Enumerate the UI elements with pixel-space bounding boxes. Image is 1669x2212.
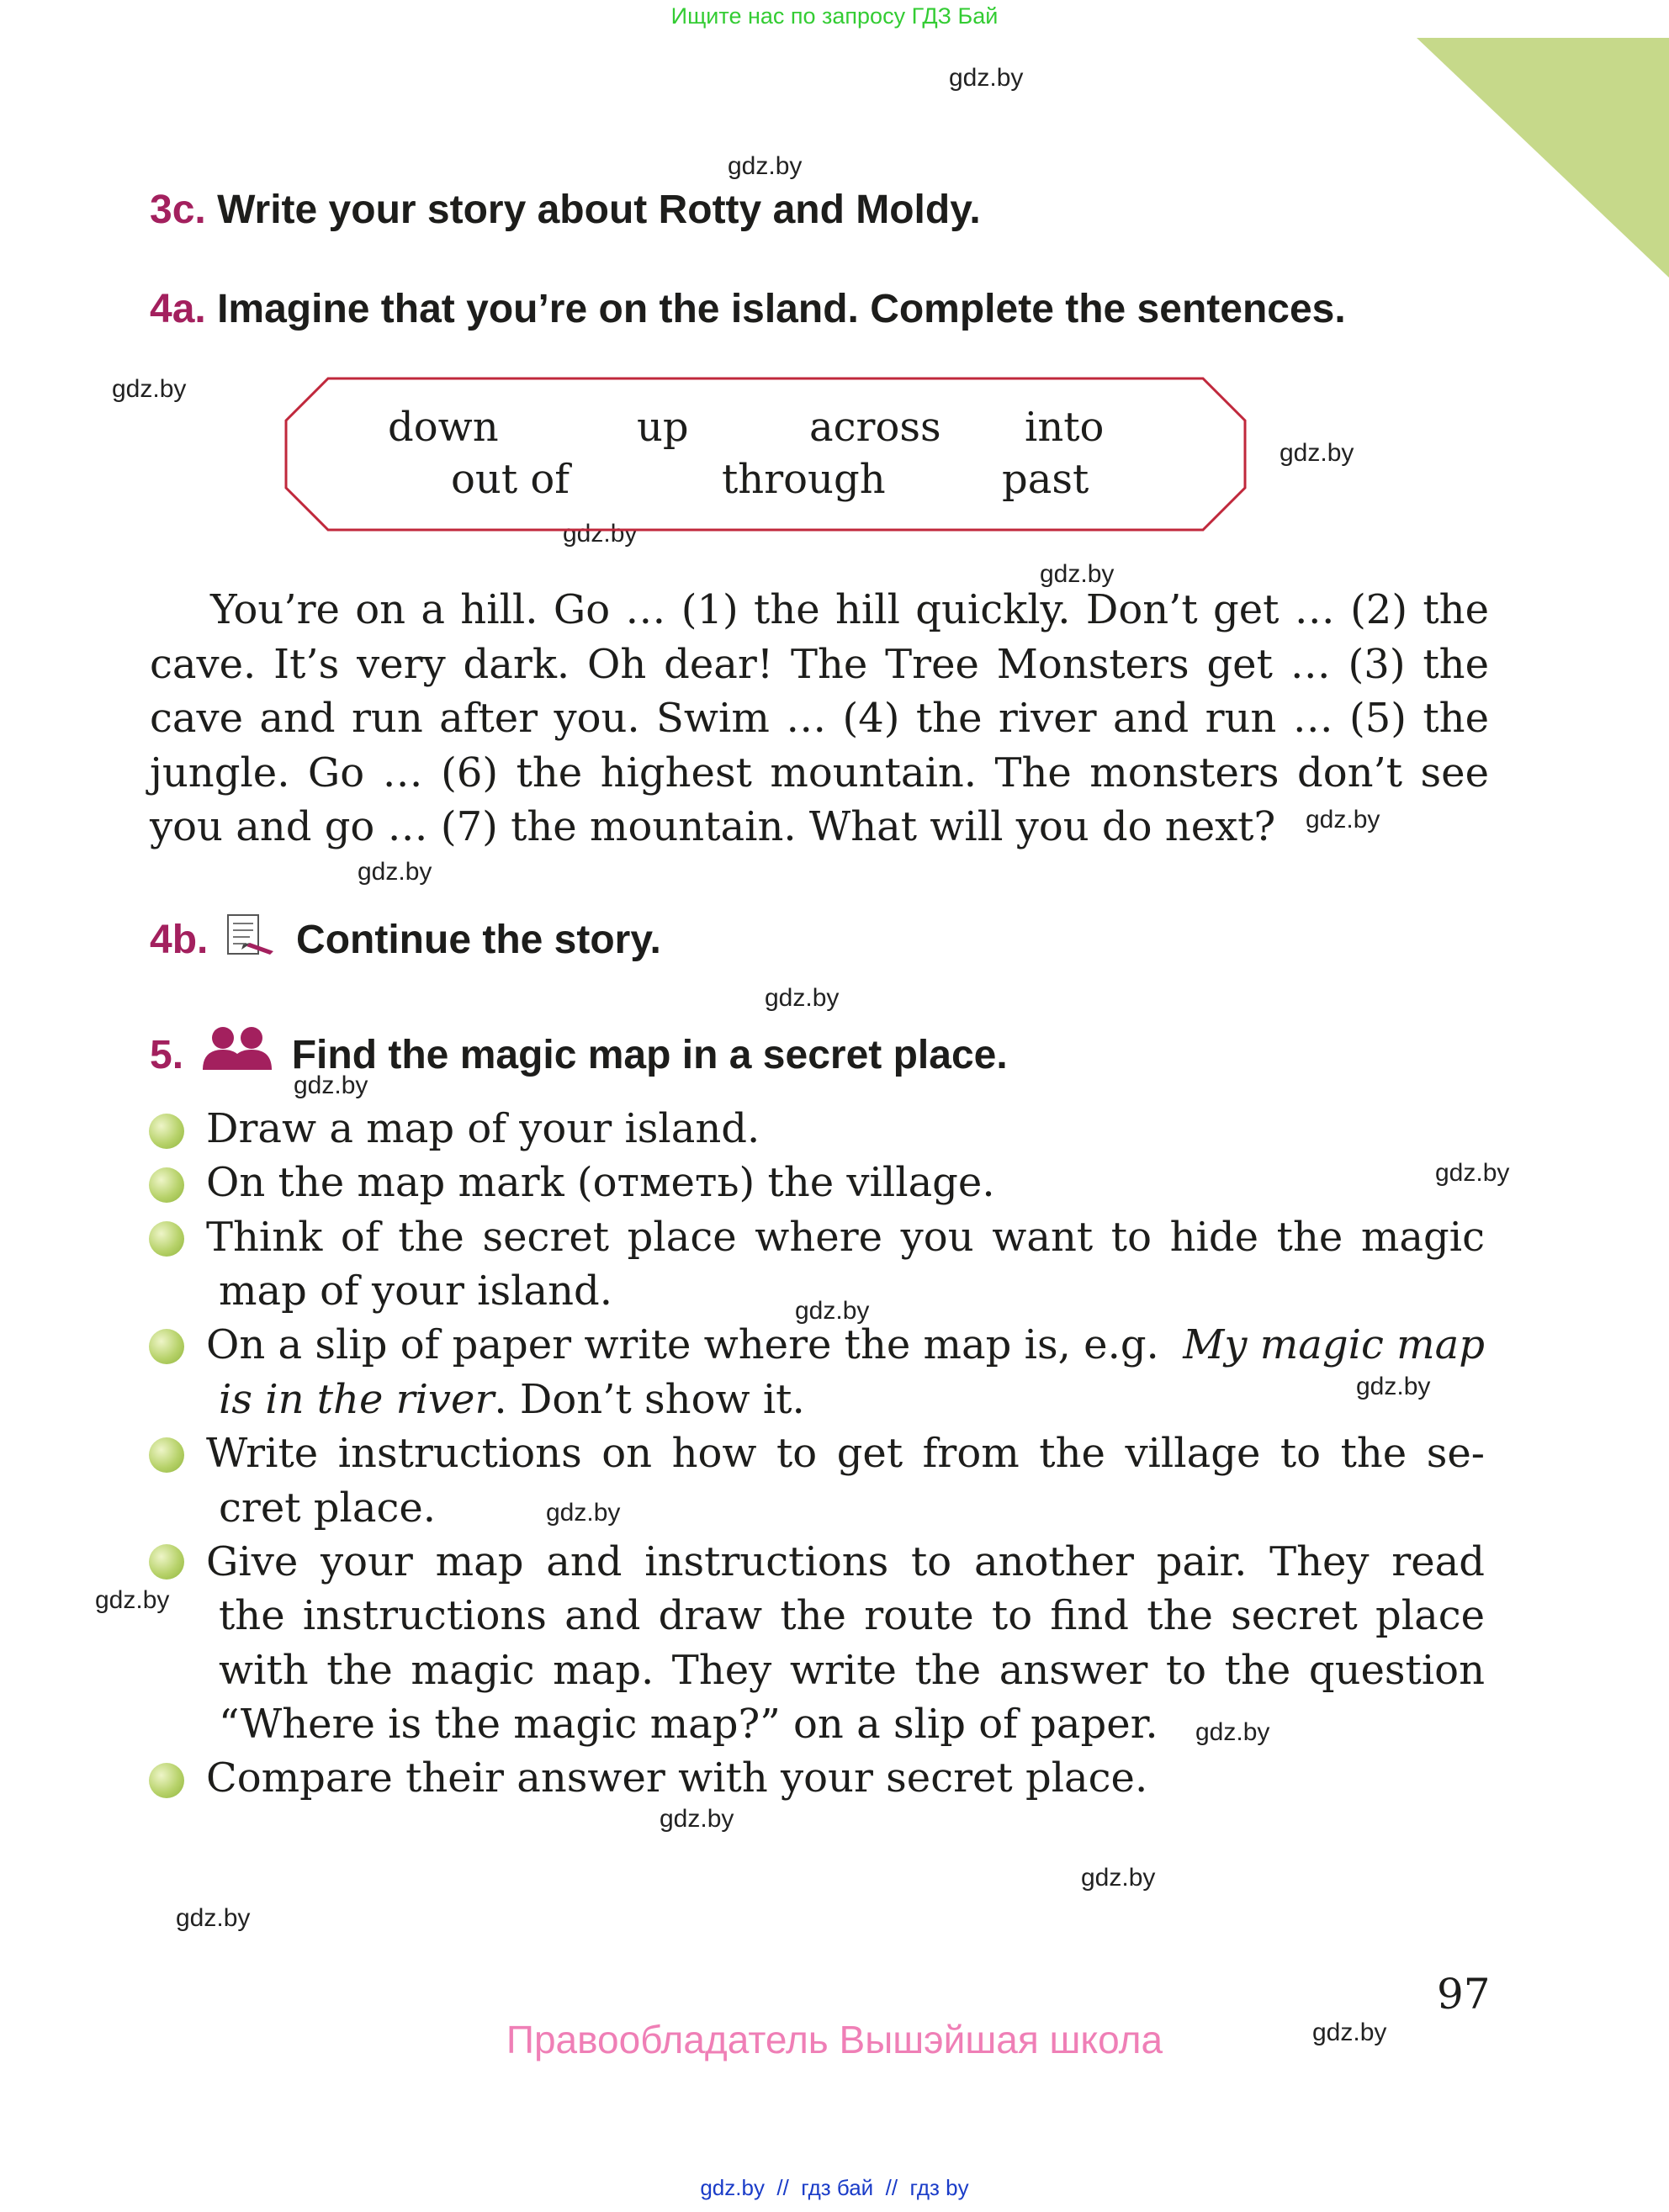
watermark: gdz.by [563,520,638,548]
word-box [284,377,1247,532]
watermark: gdz.by [1040,560,1115,588]
bullet-text: Give your map and instructions to another pair. They read [206,1538,1485,1585]
bullet-text: with the magic map. They write the answer to the question [219,1647,1485,1694]
bullet-dot [149,1167,184,1203]
watermark: gdz.by [1081,1864,1156,1892]
word-down: down [388,404,499,451]
watermark: gdz.by [949,64,1024,92]
bullet-text-part: . Don’t show it. [494,1376,805,1423]
task-instruction: Write your story about Rotty and Moldy. [217,188,981,232]
watermark: gdz.by [1280,439,1354,467]
bullet-text: Compare their answer with your secret place. [206,1754,1148,1802]
bullet-text: cret place. [219,1484,437,1532]
corner-decoration [1417,38,1669,278]
watermark: gdz.by [358,858,432,886]
watermark: gdz.by [765,984,840,1012]
task-number: 4b. [150,918,209,962]
word-through: through [722,456,886,503]
bullet-text: On the map mark (отметь) the village. [206,1159,995,1206]
watermark: gdz.by [660,1805,734,1833]
word-across: across [809,404,941,451]
word-box-frame [284,377,1247,532]
story-line: you and go … (7) the mountain. What will you do next? [150,803,1276,850]
watermark: gdz.by [1306,806,1380,833]
watermark: gdz.by [95,1586,170,1614]
bullet-text-part: On a slip of paper write where the map is, e.g. [206,1321,1159,1368]
top-banner[interactable]: Ищите нас по запросу ГДЗ Бай [670,3,999,29]
watermark: gdz.by [1195,1718,1270,1746]
task-4a-heading [150,286,1346,332]
watermark: gdz.by [112,375,187,403]
page-number: 97 [1437,1970,1491,2019]
task-number: 4a. [150,287,206,331]
task-number: 5. [150,1033,184,1077]
bullet-dot [149,1763,184,1798]
story-line: cave and run after you. Swim … (4) the river and run … (5) the [150,695,1489,742]
example-italic: My magic map [1183,1321,1485,1368]
notebook-pencil-icon [225,913,280,960]
bullet-text: the instructions and draw the route to find the secret place [219,1592,1485,1639]
word-past: past [1002,456,1089,503]
bullet-dot [149,1329,184,1364]
bullet-text: “Where is the magic map?” on a slip of paper. [219,1701,1158,1748]
word-into: into [1025,404,1105,451]
watermark: gdz.by [546,1499,621,1527]
task-5-heading [150,1024,1008,1078]
task-number: 3c. [150,188,206,232]
bullet-text: Think of the secret place where you want to hide the magic [206,1214,1485,1261]
task-instruction: Find the magic map in a secret place. [291,1033,1008,1077]
footer-links[interactable]: gdz.by // гдз бай // гдз by [700,2175,969,2200]
watermark: gdz.by [728,152,803,180]
bullet-text [206,1321,1485,1368]
bullet-dot [149,1114,184,1149]
task-4b-heading [150,913,661,963]
pair-people-icon [199,1024,275,1072]
bullet-dot [149,1437,184,1473]
story-line: jungle. Go … (6) the highest mountain. The monsters don’t see [150,749,1489,796]
copyright-notice: Правообладатель Вышэйшая школа [506,2018,1163,2061]
bullet-dot [149,1221,184,1257]
watermark: gdz.by [1435,1159,1510,1187]
story-text [150,583,1489,855]
watermark: gdz.by [176,1904,251,1932]
bullet-dot [149,1544,184,1580]
bullet-text: Draw a map of your island. [206,1105,760,1152]
story-line: cave. It’s very dark. Oh dear! The Tree Monsters get … (3) the [150,640,1489,688]
story-line: You’re on a hill. Go … (1) the hill quickly. Don’t get … (2) the [210,586,1489,633]
bullet-text [219,1376,805,1423]
word-out-of: out of [451,456,570,503]
word-up: up [637,404,689,451]
watermark: gdz.by [1312,2019,1387,2046]
watermark: gdz.by [1356,1373,1431,1400]
bullet-text: Write instructions on how to get from the village to the se- [206,1430,1485,1477]
watermark: gdz.by [795,1297,870,1325]
example-italic: is in the river [219,1376,495,1423]
bullet-text: map of your island. [219,1267,613,1315]
task-instruction: Continue the story. [296,918,661,962]
task-3c-heading [150,187,981,233]
task-instruction: Imagine that you’re on the island. Complete the sentences. [217,287,1346,331]
watermark: gdz.by [294,1072,368,1099]
